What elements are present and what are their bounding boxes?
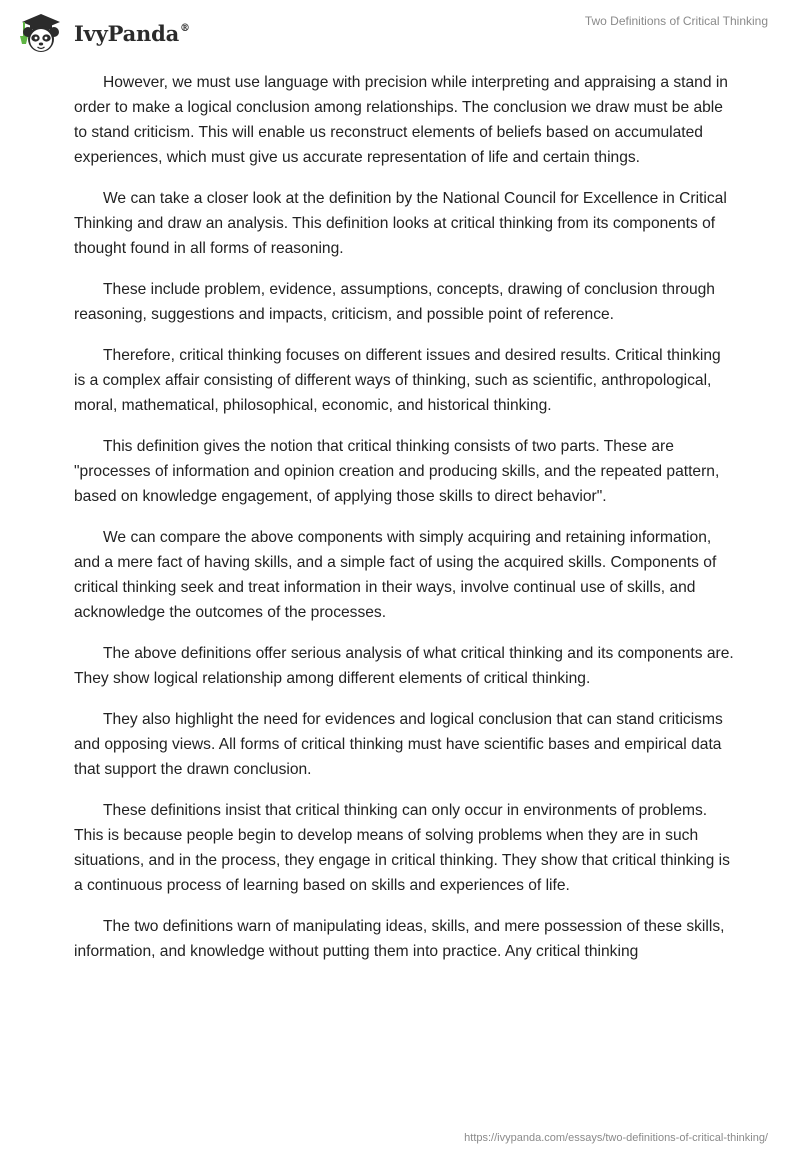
- paragraph: Therefore, critical thinking focuses on different issues and desired results. Critical thinking is a complex affair consisting of different ways of thinking, such as scientific, anthropological, moral, mathematical, philosophical, economic, and historical thinking.: [74, 347, 721, 414]
- paragraph: The two definitions warn of manipulating ideas, skills, and mere possession of these skills, information, and knowledge without putting them into practice. Any critical thinking: [74, 918, 725, 960]
- paragraph: This definition gives the notion that critical thinking consists of two parts. These are "processes of information and opinion creation and producing skills, and the repeated pattern, based on knowledge engagement, of applying those skills to direct behavior".: [74, 438, 720, 505]
- paragraph: However, we must use language with precision while interpreting and appraising a stand in order to make a logical conclusion among relationships. The conclusion we draw must be able to stand criticism. This will enable us reconstruct elements of beliefs based on accumulated experiences, which must give us accurate representation of life and certain things.: [74, 74, 728, 166]
- paragraph: They also highlight the need for evidences and logical conclusion that can stand criticisms and opposing views. All forms of critical thinking must have scientific bases and empirical data that support the drawn conclusion.: [74, 711, 723, 778]
- essay-body: [74, 70, 734, 980]
- paragraph: We can compare the above components with simply acquiring and retaining information, and a mere fact of having skills, and a simple fact of using the acquired skills. Components of critical thinking seek and treat information in their ways, involve continual use of skills, and acknowledge the outcomes of the processes.: [74, 529, 717, 621]
- paragraph: The above definitions offer serious analysis of what critical thinking and its components are. They show logical relationship among different elements of critical thinking.: [74, 645, 734, 687]
- document-title: Two Definitions of Critical Thinking: [584, 14, 768, 28]
- paragraph: These include problem, evidence, assumptions, concepts, drawing of conclusion through reasoning, suggestions and impacts, criticism, and possible point of reference.: [74, 281, 715, 323]
- paragraph: These definitions insist that critical thinking can only occur in environments of problems. This is because people begin to develop means of solving problems when they are in such situations, and in the process, they engage in critical thinking. They show that critical thinking is a continuous process of learning based on skills and experiences of life.: [74, 802, 730, 894]
- page-header: [0, 0, 800, 64]
- logo-text: [74, 21, 190, 46]
- ivypanda-logo[interactable]: [14, 10, 190, 54]
- registered-mark: ®: [180, 22, 190, 34]
- paragraph: We can take a closer look at the definition by the National Council for Excellence in Critical Thinking and draw an analysis. This definition looks at critical thinking from its components of thought found in all forms of reasoning.: [74, 190, 727, 257]
- source-url[interactable]: https://ivypanda.com/essays/two-definitions-of-critical-thinking/: [464, 1132, 768, 1144]
- logo-wordmark: IvyPanda: [74, 20, 180, 46]
- panda-graduation-cap-icon: [14, 10, 66, 54]
